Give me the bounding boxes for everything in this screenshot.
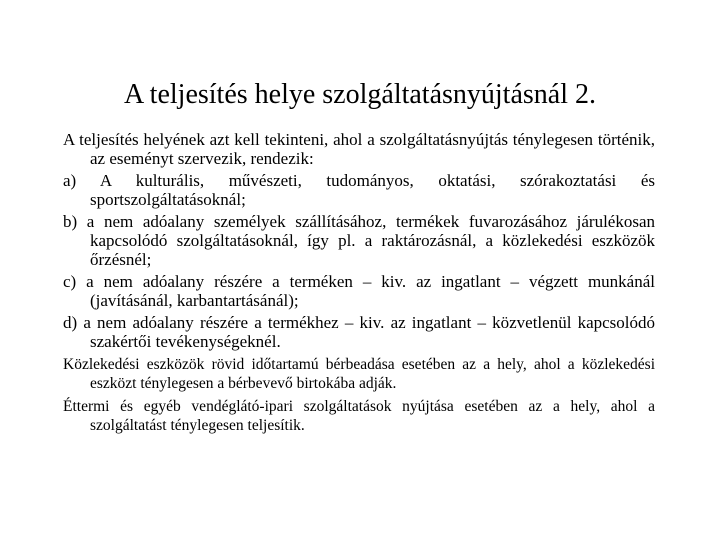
list-item-d: d) a nem adóalany részére a termékhez – kiv. az ingatlant – közvetlenül kapcsolódó szakértői tevékenységeknél. [63,313,655,351]
slide-body [63,130,655,439]
note-restaurant-services: Éttermi és egyéb vendéglátó-ipari szolgáltatások nyújtása esetében az a hely, ahol a szolgáltatást ténylegesen teljesítik. [63,398,655,434]
slide-title: A teljesítés helye szolgáltatásnyújtásnál 2. [124,79,596,110]
list-item-c: c) a nem adóalany részére a terméken – kiv. az ingatlant – végzett munkánál (javításánál, karbantartásánál); [63,272,655,310]
list-item-b: b) a nem adóalany személyek szállításához, termékek fuvarozásához járulékosan kapcsolódó szolgáltatásoknál, így pl. a raktározásnál, a közlekedési eszközök őrzésnél; [63,212,655,269]
note-vehicle-rental: Közlekedési eszközök rövid időtartamú bérbeadása esetében az a hely, ahol a közlekedési eszközt ténylegesen a bérbevevő birtokába adják. [63,356,655,392]
list-item-a: a) A kulturális, művészeti, tudományos, oktatási, szórakoztatási és sportszolgáltatásoknál; [63,171,655,209]
intro-paragraph: A teljesítés helyének azt kell tekinteni, ahol a szolgáltatásnyújtás ténylegesen történik, az eseményt szervezik, rendezik: [63,130,655,168]
